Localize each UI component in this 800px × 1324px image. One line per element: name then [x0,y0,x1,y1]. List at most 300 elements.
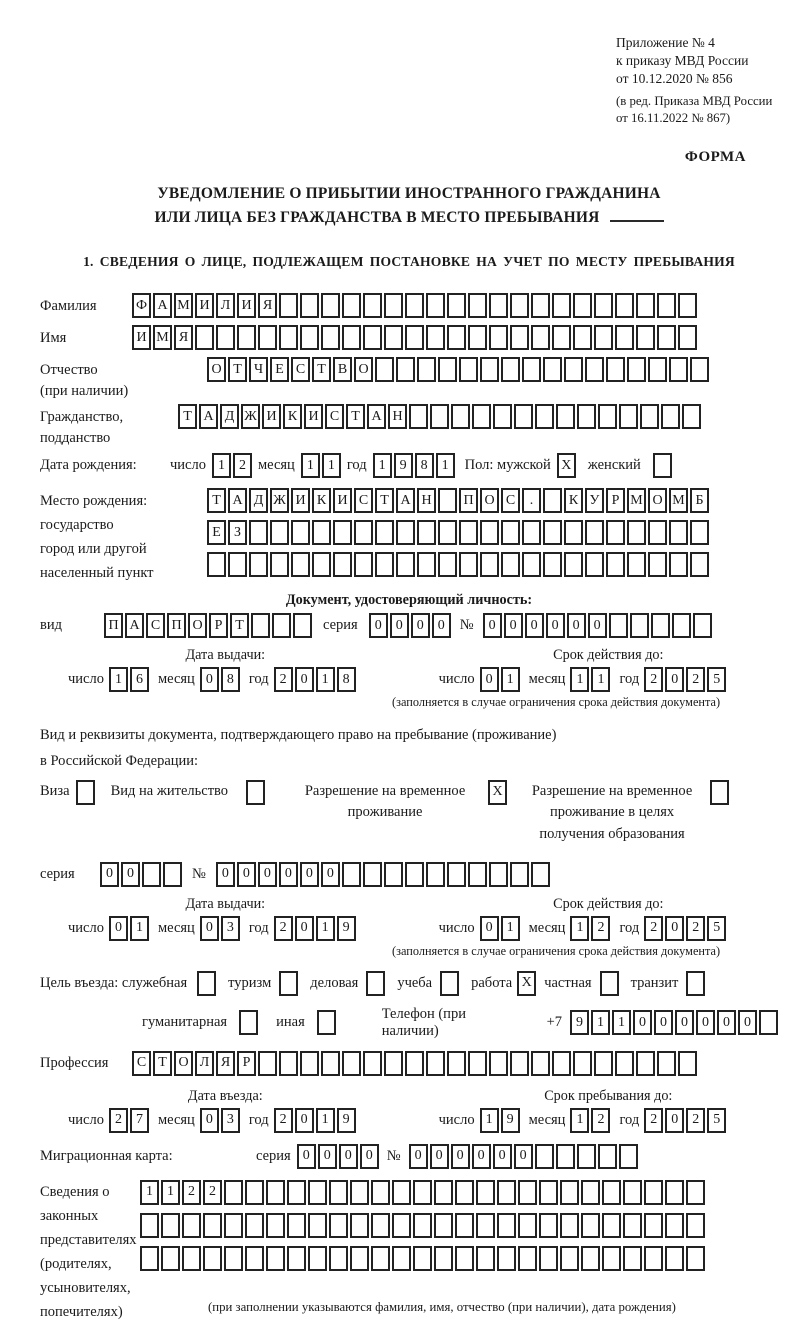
char-cell[interactable]: 0 [696,1010,715,1035]
char-cell[interactable]: 0 [525,613,544,638]
empty-cell[interactable] [510,293,529,318]
empty-cell[interactable] [279,293,298,318]
char-cell[interactable]: 0 [504,613,523,638]
empty-cell[interactable] [573,293,592,318]
char-cell[interactable]: 0 [430,1144,449,1169]
sex-female-checkbox[interactable] [653,453,672,478]
purpose-other-checkbox[interactable] [317,1010,336,1035]
empty-cell[interactable] [430,404,449,429]
empty-cell[interactable] [308,1213,327,1238]
empty-cell[interactable] [489,293,508,318]
empty-cell[interactable] [606,520,625,545]
empty-cell[interactable] [291,520,310,545]
char-cell[interactable]: Т [153,1051,172,1076]
char-cell[interactable]: 0 [472,1144,491,1169]
empty-cell[interactable] [651,613,670,638]
char-cell[interactable]: Д [249,488,268,513]
empty-cell[interactable] [581,1213,600,1238]
empty-cell[interactable] [363,1051,382,1076]
empty-cell[interactable] [371,1213,390,1238]
empty-cell[interactable] [560,1180,579,1205]
empty-cell[interactable] [249,552,268,577]
char-cell[interactable]: 3 [221,1108,240,1133]
empty-cell[interactable] [321,293,340,318]
char-cell[interactable]: 3 [221,916,240,941]
empty-cell[interactable] [672,613,691,638]
empty-cell[interactable] [468,325,487,350]
empty-cell[interactable] [609,613,628,638]
char-cell[interactable]: 0 [300,862,319,887]
empty-cell[interactable] [237,325,256,350]
empty-cell[interactable] [564,357,583,382]
empty-cell[interactable] [585,552,604,577]
char-cell[interactable]: 5 [707,667,726,692]
char-cell[interactable]: М [153,325,172,350]
char-cell[interactable]: 5 [707,1108,726,1133]
empty-cell[interactable] [497,1180,516,1205]
char-cell[interactable]: Ж [270,488,289,513]
char-cell[interactable]: В [333,357,352,382]
empty-cell[interactable] [426,293,445,318]
empty-cell[interactable] [623,1246,642,1271]
empty-cell[interactable] [648,552,667,577]
char-cell[interactable]: 0 [717,1010,736,1035]
char-cell[interactable]: 0 [200,916,219,941]
empty-cell[interactable] [564,552,583,577]
empty-cell[interactable] [648,357,667,382]
empty-cell[interactable] [203,1213,222,1238]
char-cell[interactable]: 0 [665,1108,684,1133]
char-cell[interactable]: 0 [738,1010,757,1035]
empty-cell[interactable] [287,1180,306,1205]
empty-cell[interactable] [392,1180,411,1205]
char-cell[interactable]: Т [375,488,394,513]
empty-cell[interactable] [636,293,655,318]
char-cell[interactable]: 0 [480,667,499,692]
char-cell[interactable]: Я [216,1051,235,1076]
empty-cell[interactable] [312,552,331,577]
char-cell[interactable]: И [304,404,323,429]
char-cell[interactable]: 0 [633,1010,652,1035]
char-cell[interactable]: 1 [322,453,341,478]
char-cell[interactable]: 0 [121,862,140,887]
empty-cell[interactable] [657,325,676,350]
empty-cell[interactable] [195,325,214,350]
char-cell[interactable]: Л [216,293,235,318]
empty-cell[interactable] [405,293,424,318]
char-cell[interactable]: С [132,1051,151,1076]
char-cell[interactable]: А [367,404,386,429]
empty-cell[interactable] [300,293,319,318]
empty-cell[interactable] [665,1246,684,1271]
purpose-transit-checkbox[interactable] [686,971,705,996]
empty-cell[interactable] [142,862,161,887]
char-cell[interactable]: О [188,613,207,638]
visa-checkbox[interactable] [76,780,95,805]
empty-cell[interactable] [300,325,319,350]
char-cell[interactable]: О [648,488,667,513]
purpose-tourism-checkbox[interactable] [279,971,298,996]
char-cell[interactable]: 0 [390,613,409,638]
empty-cell[interactable] [182,1213,201,1238]
empty-cell[interactable] [577,404,596,429]
char-cell[interactable]: 1 [570,1108,589,1133]
char-cell[interactable]: О [480,488,499,513]
char-cell[interactable]: 0 [295,1108,314,1133]
empty-cell[interactable] [535,404,554,429]
empty-cell[interactable] [518,1246,537,1271]
empty-cell[interactable] [287,1246,306,1271]
empty-cell[interactable] [455,1180,474,1205]
empty-cell[interactable] [602,1180,621,1205]
char-cell[interactable]: Р [606,488,625,513]
empty-cell[interactable] [644,1246,663,1271]
char-cell[interactable]: 0 [665,667,684,692]
empty-cell[interactable] [598,1144,617,1169]
empty-cell[interactable] [686,1213,705,1238]
empty-cell[interactable] [489,862,508,887]
empty-cell[interactable] [560,1213,579,1238]
empty-cell[interactable] [245,1246,264,1271]
char-cell[interactable]: Н [388,404,407,429]
char-cell[interactable]: 9 [337,1108,356,1133]
char-cell[interactable]: Я [258,293,277,318]
empty-cell[interactable] [759,1010,778,1035]
empty-cell[interactable] [161,1246,180,1271]
char-cell[interactable]: 0 [100,862,119,887]
empty-cell[interactable] [552,1051,571,1076]
empty-cell[interactable] [447,293,466,318]
empty-cell[interactable] [678,293,697,318]
char-cell[interactable]: 6 [130,667,149,692]
empty-cell[interactable] [350,1180,369,1205]
empty-cell[interactable] [426,862,445,887]
char-cell[interactable]: 0 [295,667,314,692]
char-cell[interactable]: К [283,404,302,429]
empty-cell[interactable] [455,1213,474,1238]
empty-cell[interactable] [438,357,457,382]
empty-cell[interactable] [531,293,550,318]
empty-cell[interactable] [468,1051,487,1076]
char-cell[interactable]: 9 [570,1010,589,1035]
char-cell[interactable]: К [312,488,331,513]
char-cell[interactable]: 9 [394,453,413,478]
empty-cell[interactable] [308,1246,327,1271]
empty-cell[interactable] [619,1144,638,1169]
empty-cell[interactable] [384,293,403,318]
empty-cell[interactable] [405,1051,424,1076]
empty-cell[interactable] [447,862,466,887]
empty-cell[interactable] [522,520,541,545]
char-cell[interactable]: Т [230,613,249,638]
empty-cell[interactable] [573,325,592,350]
char-cell[interactable]: Д [220,404,239,429]
empty-cell[interactable] [329,1180,348,1205]
residence-permit-checkbox[interactable] [246,780,265,805]
empty-cell[interactable] [682,404,701,429]
empty-cell[interactable] [140,1246,159,1271]
empty-cell[interactable] [266,1213,285,1238]
empty-cell[interactable] [669,552,688,577]
empty-cell[interactable] [564,520,583,545]
empty-cell[interactable] [459,357,478,382]
char-cell[interactable]: 2 [274,916,293,941]
empty-cell[interactable] [468,862,487,887]
empty-cell[interactable] [455,1246,474,1271]
empty-cell[interactable] [293,613,312,638]
char-cell[interactable]: П [104,613,123,638]
char-cell[interactable]: 2 [644,667,663,692]
empty-cell[interactable] [342,1051,361,1076]
char-cell[interactable]: 1 [612,1010,631,1035]
char-cell[interactable]: 1 [501,667,520,692]
char-cell[interactable]: 0 [432,613,451,638]
char-cell[interactable]: 0 [675,1010,694,1035]
char-cell[interactable]: 1 [301,453,320,478]
char-cell[interactable]: И [333,488,352,513]
empty-cell[interactable] [270,520,289,545]
char-cell[interactable]: 2 [591,916,610,941]
char-cell[interactable]: Н [417,488,436,513]
empty-cell[interactable] [510,862,529,887]
char-cell[interactable]: 2 [233,453,252,478]
char-cell[interactable]: Р [209,613,228,638]
char-cell[interactable]: 1 [570,916,589,941]
empty-cell[interactable] [510,1051,529,1076]
char-cell[interactable]: 0 [451,1144,470,1169]
char-cell[interactable]: 2 [644,916,663,941]
empty-cell[interactable] [409,404,428,429]
char-cell[interactable]: 0 [588,613,607,638]
empty-cell[interactable] [249,520,268,545]
empty-cell[interactable] [384,862,403,887]
empty-cell[interactable] [644,1180,663,1205]
empty-cell[interactable] [627,552,646,577]
char-cell[interactable]: 1 [436,453,455,478]
char-cell[interactable]: 0 [339,1144,358,1169]
empty-cell[interactable] [447,1051,466,1076]
empty-cell[interactable] [363,325,382,350]
empty-cell[interactable] [476,1246,495,1271]
empty-cell[interactable] [321,325,340,350]
empty-cell[interactable] [354,552,373,577]
char-cell[interactable]: С [325,404,344,429]
empty-cell[interactable] [669,357,688,382]
char-cell[interactable]: 0 [411,613,430,638]
char-cell[interactable]: 2 [109,1108,128,1133]
empty-cell[interactable] [459,552,478,577]
empty-cell[interactable] [693,613,712,638]
char-cell[interactable]: 1 [130,916,149,941]
char-cell[interactable]: 1 [591,667,610,692]
empty-cell[interactable] [279,325,298,350]
char-cell[interactable]: А [228,488,247,513]
char-cell[interactable]: 1 [109,667,128,692]
char-cell[interactable]: 0 [297,1144,316,1169]
empty-cell[interactable] [552,293,571,318]
empty-cell[interactable] [657,1051,676,1076]
char-cell[interactable]: С [354,488,373,513]
empty-cell[interactable] [501,520,520,545]
char-cell[interactable]: 8 [337,667,356,692]
char-cell[interactable]: 0 [360,1144,379,1169]
empty-cell[interactable] [480,552,499,577]
char-cell[interactable]: Т [207,488,226,513]
empty-cell[interactable] [182,1246,201,1271]
empty-cell[interactable] [581,1246,600,1271]
empty-cell[interactable] [644,1213,663,1238]
char-cell[interactable]: Е [207,520,226,545]
char-cell[interactable]: 2 [591,1108,610,1133]
empty-cell[interactable] [224,1180,243,1205]
empty-cell[interactable] [602,1213,621,1238]
empty-cell[interactable] [543,488,562,513]
char-cell[interactable]: И [291,488,310,513]
char-cell[interactable]: 2 [274,1108,293,1133]
empty-cell[interactable] [405,325,424,350]
purpose-humanitarian-checkbox[interactable] [239,1010,258,1035]
char-cell[interactable]: 0 [493,1144,512,1169]
char-cell[interactable]: М [669,488,688,513]
char-cell[interactable]: И [132,325,151,350]
empty-cell[interactable] [350,1246,369,1271]
char-cell[interactable]: 0 [369,613,388,638]
empty-cell[interactable] [396,552,415,577]
empty-cell[interactable] [690,552,709,577]
char-cell[interactable]: Я [174,325,193,350]
empty-cell[interactable] [606,357,625,382]
empty-cell[interactable] [413,1180,432,1205]
char-cell[interactable]: 0 [109,916,128,941]
empty-cell[interactable] [493,404,512,429]
char-cell[interactable]: 1 [480,1108,499,1133]
empty-cell[interactable] [606,552,625,577]
empty-cell[interactable] [636,325,655,350]
empty-cell[interactable] [552,325,571,350]
purpose-business-checkbox[interactable] [366,971,385,996]
empty-cell[interactable] [392,1246,411,1271]
char-cell[interactable]: 0 [295,916,314,941]
empty-cell[interactable] [686,1180,705,1205]
empty-cell[interactable] [619,404,638,429]
empty-cell[interactable] [678,325,697,350]
empty-cell[interactable] [560,1246,579,1271]
char-cell[interactable]: 9 [501,1108,520,1133]
empty-cell[interactable] [405,862,424,887]
empty-cell[interactable] [690,520,709,545]
empty-cell[interactable] [413,1213,432,1238]
empty-cell[interactable] [426,325,445,350]
char-cell[interactable]: А [153,293,172,318]
empty-cell[interactable] [245,1213,264,1238]
char-cell[interactable]: 2 [644,1108,663,1133]
empty-cell[interactable] [678,1051,697,1076]
empty-cell[interactable] [228,552,247,577]
empty-cell[interactable] [371,1180,390,1205]
empty-cell[interactable] [623,1213,642,1238]
empty-cell[interactable] [497,1246,516,1271]
empty-cell[interactable] [354,520,373,545]
char-cell[interactable]: И [195,293,214,318]
char-cell[interactable]: О [354,357,373,382]
char-cell[interactable]: 0 [321,862,340,887]
empty-cell[interactable] [417,520,436,545]
empty-cell[interactable] [207,552,226,577]
empty-cell[interactable] [375,357,394,382]
char-cell[interactable]: П [167,613,186,638]
empty-cell[interactable] [543,520,562,545]
empty-cell[interactable] [413,1246,432,1271]
empty-cell[interactable] [480,520,499,545]
empty-cell[interactable] [598,404,617,429]
empty-cell[interactable] [329,1213,348,1238]
empty-cell[interactable] [539,1246,558,1271]
empty-cell[interactable] [690,357,709,382]
empty-cell[interactable] [266,1246,285,1271]
char-cell[interactable]: 2 [274,667,293,692]
purpose-official-checkbox[interactable] [197,971,216,996]
empty-cell[interactable] [497,1213,516,1238]
empty-cell[interactable] [661,404,680,429]
empty-cell[interactable] [329,1246,348,1271]
char-cell[interactable]: А [199,404,218,429]
empty-cell[interactable] [630,613,649,638]
char-cell[interactable]: 1 [570,667,589,692]
sex-male-checkbox[interactable]: X [557,453,576,478]
empty-cell[interactable] [312,520,331,545]
char-cell[interactable]: П [459,488,478,513]
empty-cell[interactable] [258,325,277,350]
char-cell[interactable]: О [207,357,226,382]
empty-cell[interactable] [472,404,491,429]
empty-cell[interactable] [489,325,508,350]
empty-cell[interactable] [585,520,604,545]
empty-cell[interactable] [657,293,676,318]
char-cell[interactable]: 2 [203,1180,222,1205]
empty-cell[interactable] [161,1213,180,1238]
char-cell[interactable]: С [291,357,310,382]
char-cell[interactable]: 5 [707,916,726,941]
char-cell[interactable]: 1 [316,1108,335,1133]
empty-cell[interactable] [216,325,235,350]
empty-cell[interactable] [556,1144,575,1169]
temp-residence-permit-checkbox[interactable]: X [488,780,507,805]
empty-cell[interactable] [476,1213,495,1238]
empty-cell[interactable] [581,1180,600,1205]
char-cell[interactable]: З [228,520,247,545]
char-cell[interactable]: . [522,488,541,513]
empty-cell[interactable] [615,293,634,318]
empty-cell[interactable] [627,357,646,382]
empty-cell[interactable] [577,1144,596,1169]
empty-cell[interactable] [308,1180,327,1205]
char-cell[interactable]: А [125,613,144,638]
char-cell[interactable]: 0 [200,667,219,692]
empty-cell[interactable] [531,325,550,350]
char-cell[interactable]: 0 [480,916,499,941]
empty-cell[interactable] [224,1213,243,1238]
empty-cell[interactable] [392,1213,411,1238]
purpose-study-checkbox[interactable] [440,971,459,996]
empty-cell[interactable] [375,520,394,545]
empty-cell[interactable] [648,520,667,545]
empty-cell[interactable] [342,325,361,350]
empty-cell[interactable] [686,1246,705,1271]
char-cell[interactable]: 0 [665,916,684,941]
empty-cell[interactable] [321,1051,340,1076]
empty-cell[interactable] [627,520,646,545]
char-cell[interactable]: 1 [316,667,335,692]
